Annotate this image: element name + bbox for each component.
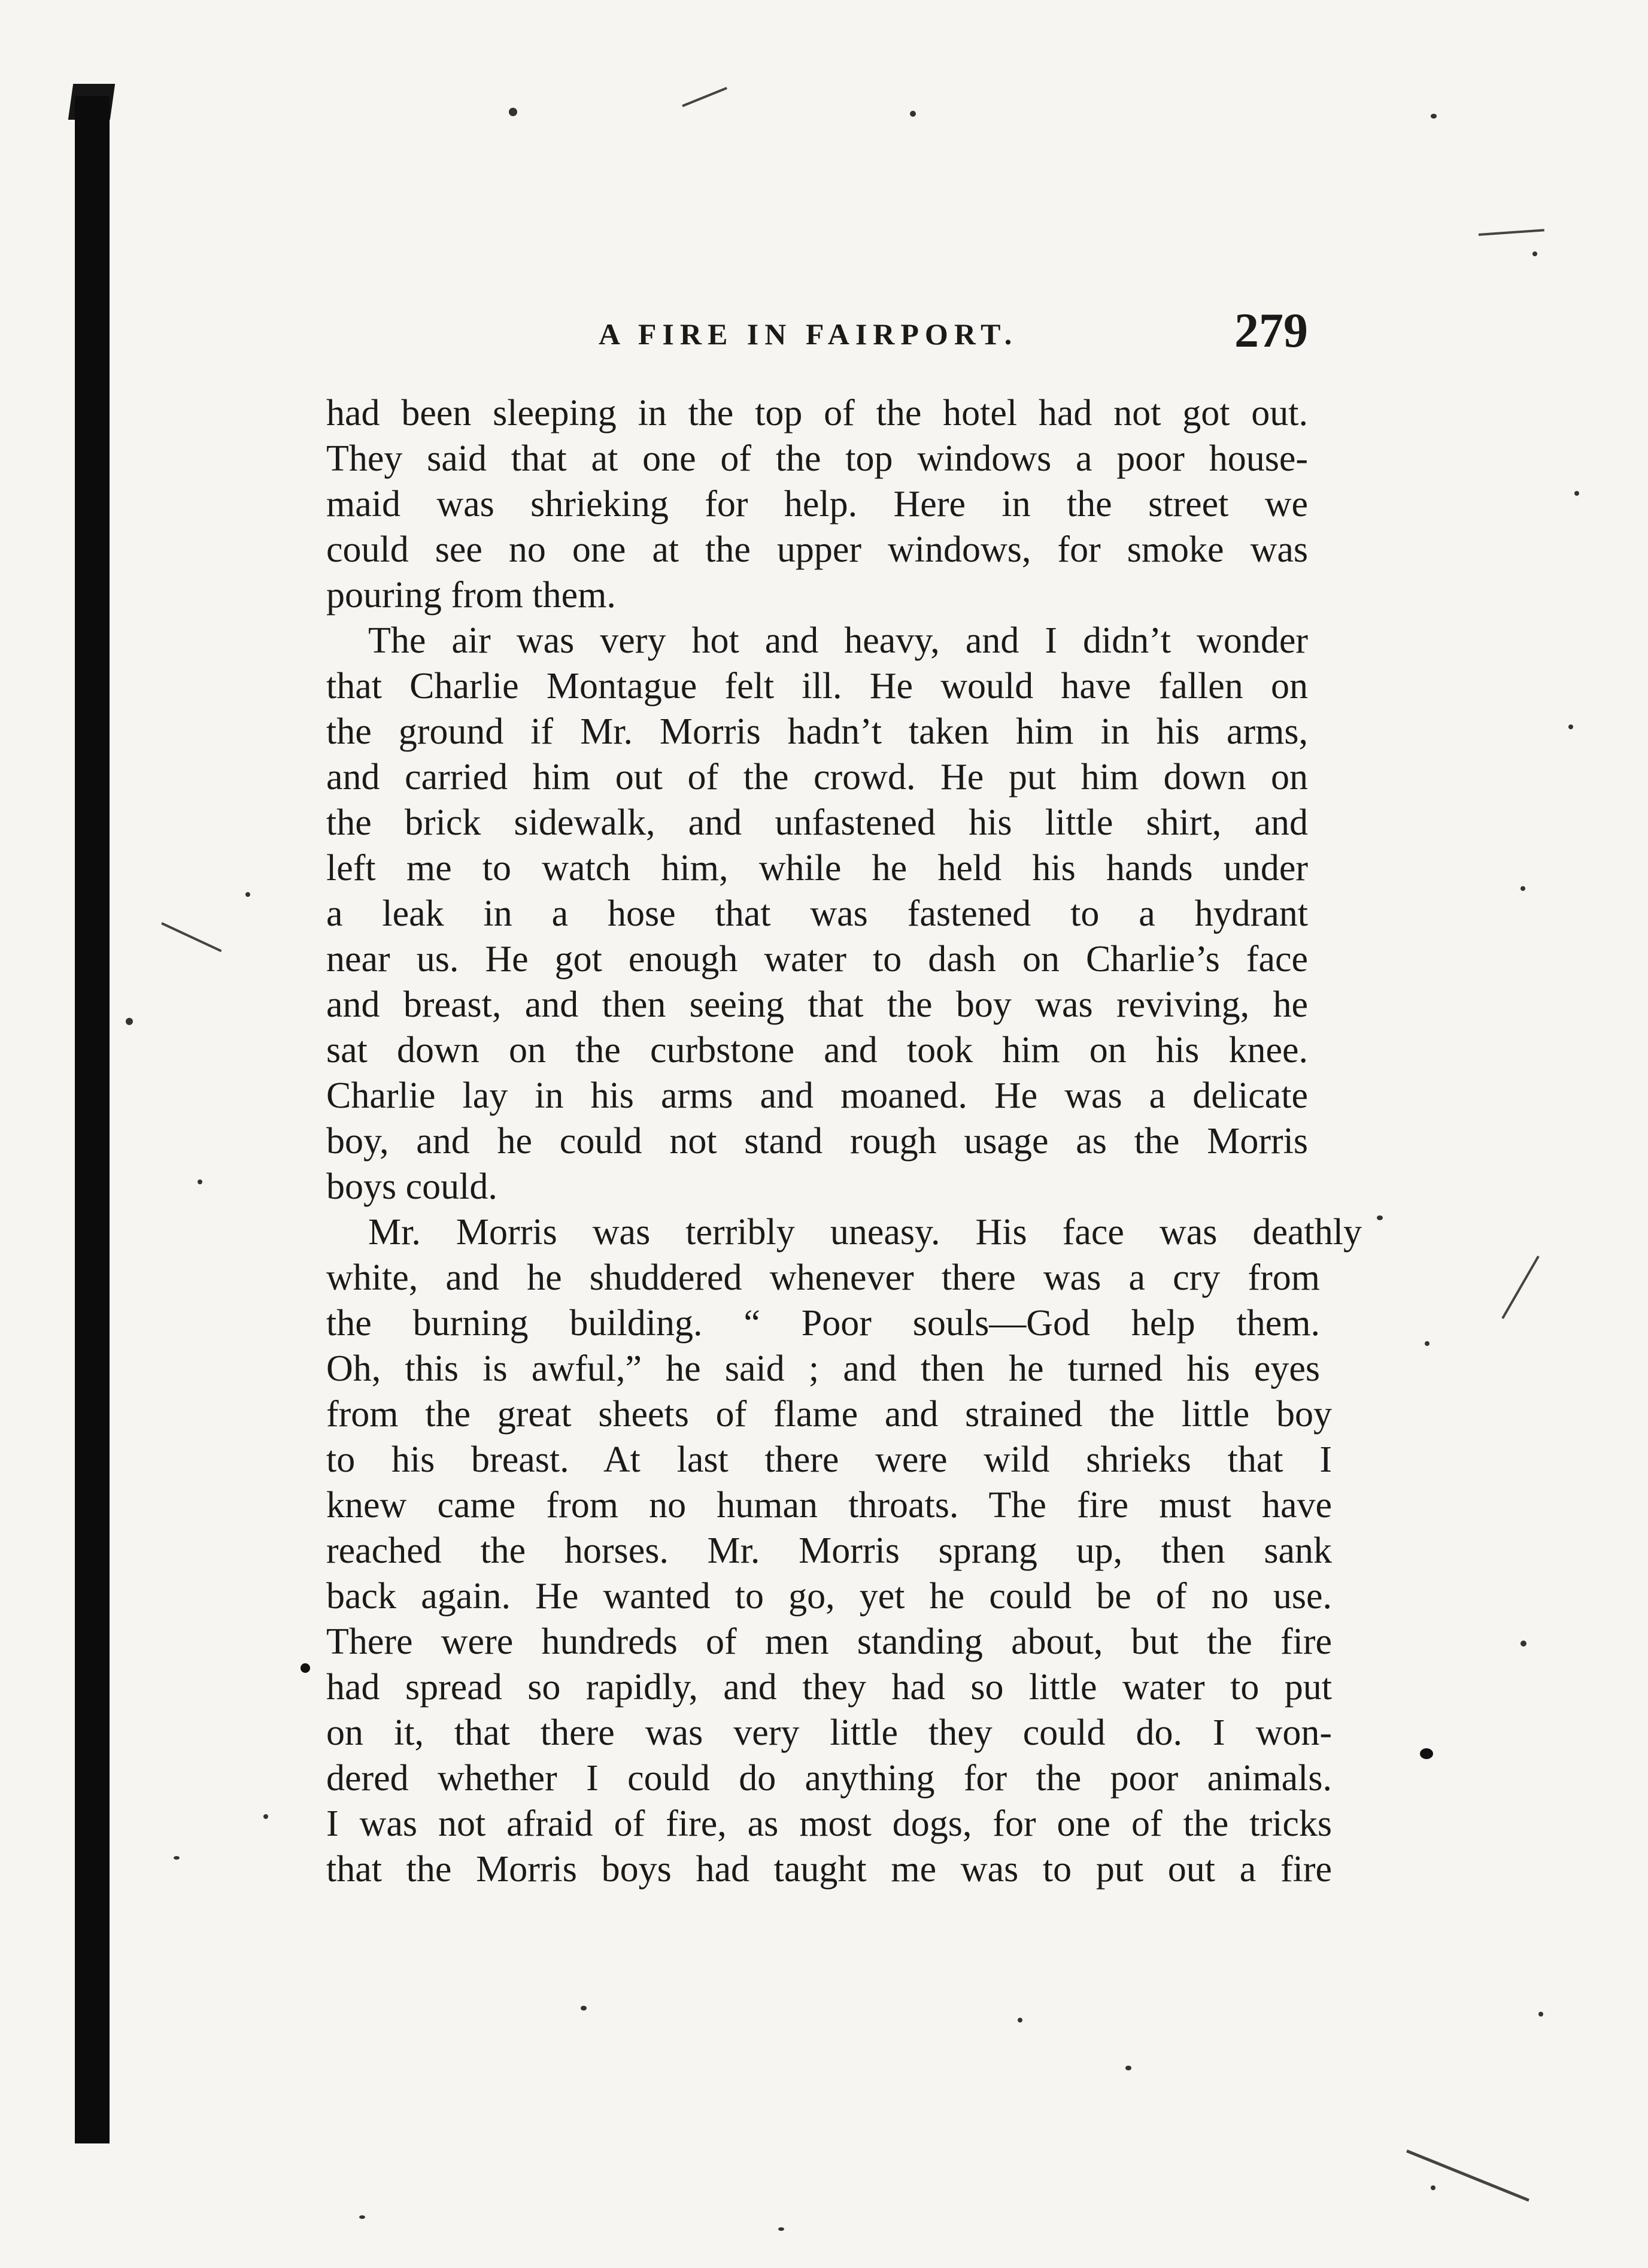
binding-edge [75, 96, 110, 2143]
text-line: had spread so rapidly, and they had so little water to put [326, 1667, 1332, 1708]
body-text [326, 390, 1362, 1892]
text-line: sat down on the curbstone and took him on his knee. [326, 1030, 1308, 1071]
text-line: could see no one at the upper windows, for smoke was [326, 529, 1308, 570]
text-line: Charlie lay in his arms and moaned. He was a delicate [326, 1075, 1308, 1116]
text-line: on it, that there was very little they could do. I won- [326, 1712, 1332, 1753]
running-head: A FIRE IN FAIRPORT. [599, 317, 1018, 351]
scan-mark [161, 922, 221, 952]
text-line: maid was shrieking for help. Here in the street we [326, 484, 1308, 524]
text-line: I was not afraid of fire, as most dogs, for one of the tricks [326, 1803, 1332, 1844]
scan-mark [1479, 229, 1544, 236]
text-line: the brick sidewalk, and unfastened his little shirt, and [326, 802, 1308, 843]
text-line: to his breast. At last there were wild shrieks that I [326, 1439, 1332, 1480]
text-line: from the great sheets of flame and strained the little boy [326, 1394, 1332, 1435]
text-line: boys could. [326, 1166, 497, 1207]
scan-mark [682, 87, 727, 107]
text-line: back again. He wanted to go, yet he could be of no use. [326, 1576, 1332, 1617]
text-line: pouring from them. [326, 575, 616, 615]
text-line: They said that at one of the top windows a poor house- [326, 438, 1308, 479]
text-line: and carried him out of the crowd. He put him down on [326, 757, 1308, 798]
text-line: the burning building. “ Poor souls—God help them. [326, 1303, 1320, 1344]
text-line: white, and he shuddered whenever there was a cry from [326, 1257, 1320, 1298]
margin-dot [301, 1663, 310, 1673]
text-line: knew came from no human throats. The fire must have [326, 1485, 1332, 1526]
page-header [326, 302, 1308, 368]
text-line: the ground if Mr. Morris hadn’t taken him in his arms, [326, 711, 1308, 752]
text-line: Oh, this is awful,” he said ; and then he turned his eyes [326, 1348, 1320, 1389]
text-line: reached the horses. Mr. Morris sprang up, then sank [326, 1530, 1332, 1571]
text-line: dered whether I could do anything for the poor animals. [326, 1758, 1332, 1799]
text-line: left me to watch him, while he held his hands under [326, 848, 1308, 889]
paragraph-start-line: Mr. Morris was terribly uneasy. His face was deathly [368, 1212, 1362, 1253]
text-line: boy, and he could not stand rough usage as the Morris [326, 1121, 1308, 1162]
text-line: that Charlie Montague felt ill. He would have fallen on [326, 666, 1308, 707]
margin-dot [1420, 1748, 1433, 1759]
paragraph-start-line: The air was very hot and heavy, and I didn’t wonder [368, 620, 1308, 661]
text-line: that the Morris boys had taught me was to put out a fire [326, 1849, 1332, 1890]
text-line: had been sleeping in the top of the hotel had not got out. [326, 393, 1308, 433]
text-line: There were hundreds of men standing about, but the fire [326, 1621, 1332, 1662]
scan-mark [1501, 1256, 1539, 1319]
scan-mark [1406, 2149, 1529, 2202]
page-number: 279 [1234, 303, 1308, 357]
text-line: and breast, and then seeing that the boy was reviving, he [326, 984, 1308, 1025]
text-line: near us. He got enough water to dash on Charlie’s face [326, 939, 1308, 980]
text-line: a leak in a hose that was fastened to a hydrant [326, 893, 1308, 934]
